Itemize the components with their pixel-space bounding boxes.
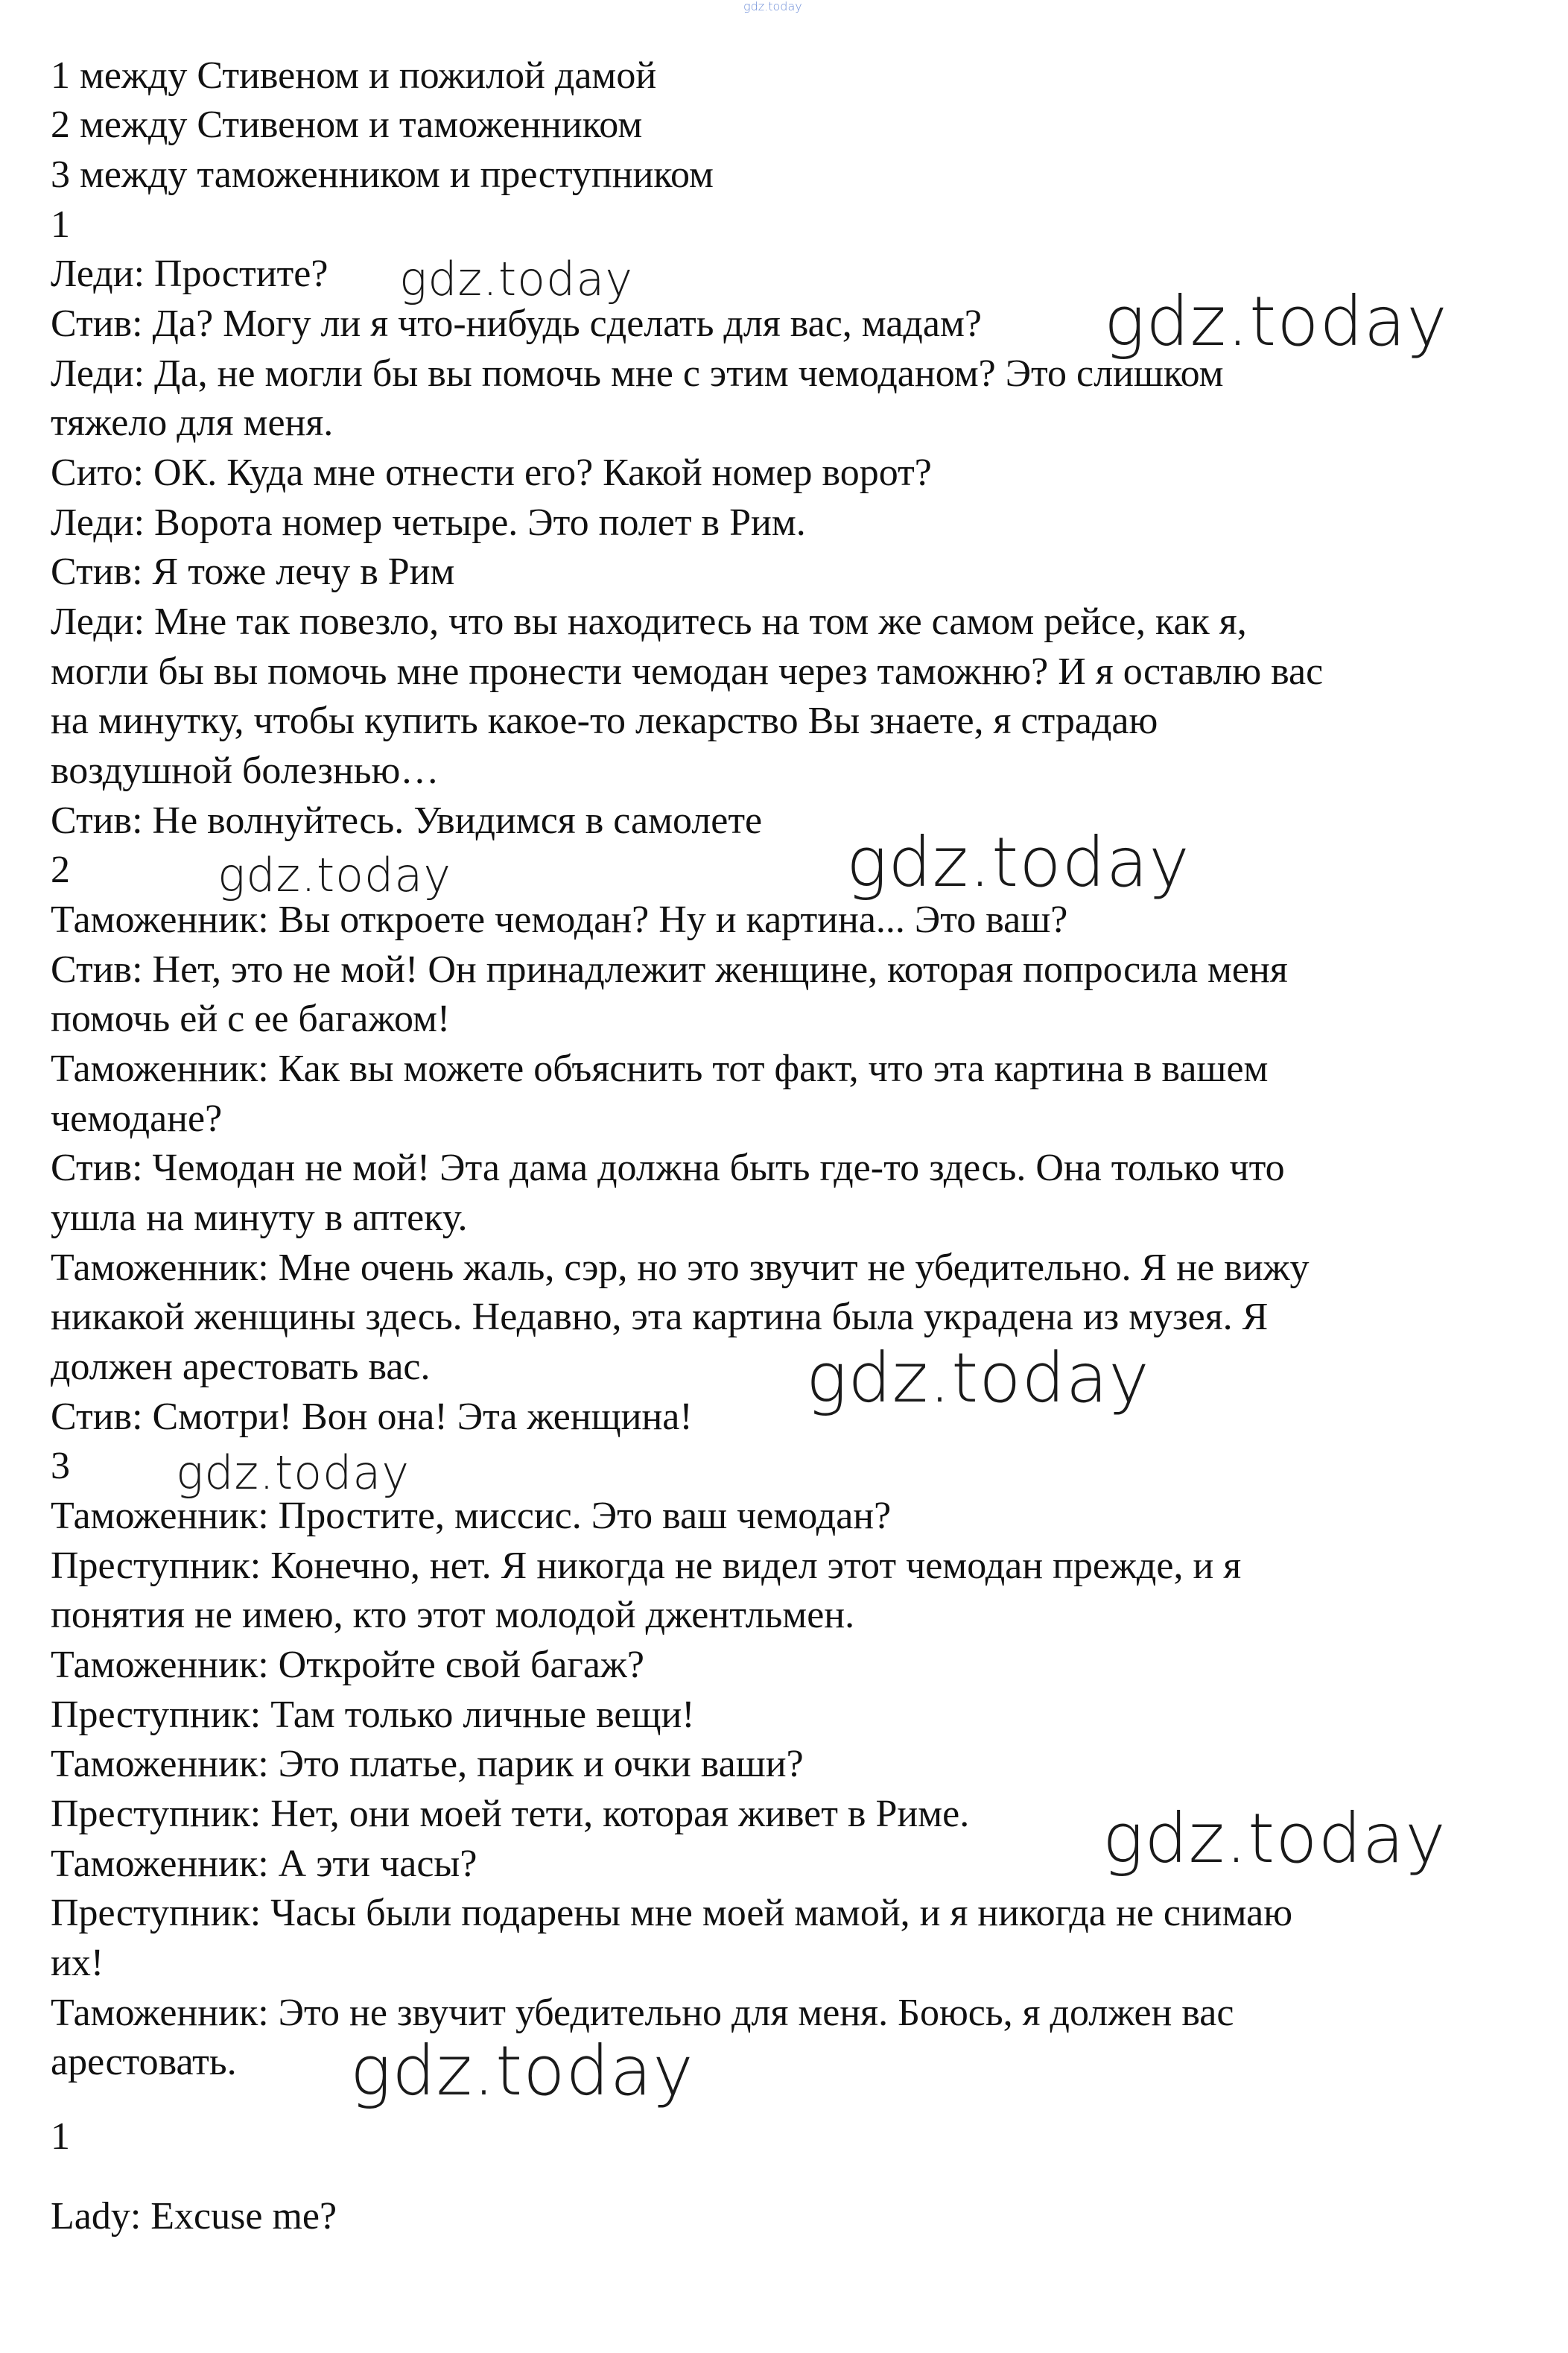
text-line: Стив: Нет, это не мой! Он принадлежит женщине, которая попросила меня bbox=[51, 949, 1288, 991]
text-line: Стив: Не волнуйтесь. Увидимся в самолете bbox=[51, 799, 763, 842]
text-line: тяжело для меня. bbox=[51, 402, 334, 444]
header-watermark: gdz.today bbox=[743, 0, 802, 13]
section-number: 3 bbox=[51, 1445, 70, 1487]
text-line: Таможенник: Это платье, парик и очки ваши? bbox=[51, 1743, 804, 1785]
watermark: gdz.today bbox=[1104, 282, 1448, 361]
text-line: Стив: Смотри! Вон она! Эта женщина! bbox=[51, 1396, 693, 1438]
text-line: на минутку, чтобы купить какое-то лекарство Вы знаете, я страдаю bbox=[51, 700, 1158, 742]
text-line: Стив: Я тоже лечу в Рим bbox=[51, 551, 455, 593]
text-line: Таможенник: Откройте свой багаж? bbox=[51, 1644, 644, 1686]
text-line: воздушной болезнью… bbox=[51, 750, 439, 792]
text-line: Преступник: Там только личные вещи! bbox=[51, 1694, 695, 1736]
text-line: Леди: Мне так повезло, что вы находитесь на том же самом рейсе, как я, bbox=[51, 601, 1247, 643]
text-line: могли бы вы помочь мне пронести чемодан через таможню? И я оставлю вас bbox=[51, 650, 1324, 693]
text-line: Леди: Да, не могли бы вы помочь мне с этим чемоданом? Это слишком bbox=[51, 352, 1224, 395]
section-number: 2 bbox=[51, 849, 70, 891]
text-line: понятия не имею, кто этот молодой джентльмен. bbox=[51, 1594, 855, 1636]
text-line: арестовать. bbox=[51, 2041, 237, 2083]
text-line: Сито: ОК. Куда мне отнести его? Какой номер ворот? bbox=[51, 452, 932, 494]
text-line: Стив: Да? Могу ли я что-нибудь сделать для вас, мадам? bbox=[51, 303, 982, 345]
text-line: Преступник: Конечно, нет. Я никогда не видел этот чемодан прежде, и я bbox=[51, 1545, 1242, 1587]
text-line: их! bbox=[51, 1942, 104, 1984]
text-line: Таможенник: Как вы можете объяснить тот факт, что эта картина в вашем bbox=[51, 1048, 1269, 1090]
text-line: 3 между таможенником и преступником bbox=[51, 153, 714, 196]
watermark: gdz.today bbox=[218, 848, 452, 902]
text-line: 1 между Стивеном и пожилой дамой bbox=[51, 54, 657, 97]
text-line: должен арестовать вас. bbox=[51, 1346, 431, 1388]
watermark: gdz.today bbox=[846, 823, 1190, 902]
section-number: 1 bbox=[51, 203, 70, 246]
text-line: Таможенник: Мне очень жаль, сэр, но это звучит не убедительно. Я не вижу bbox=[51, 1247, 1310, 1289]
text-line: ушла на минуту в аптеку. bbox=[51, 1197, 468, 1239]
text-line: Lady: Excuse me? bbox=[51, 2195, 337, 2238]
watermark: gdz.today bbox=[1102, 1799, 1447, 1878]
text-line: чемодане? bbox=[51, 1098, 223, 1140]
watermark: gdz.today bbox=[176, 1445, 410, 1500]
text-line: Стив: Чемодан не мой! Эта дама должна быть где-то здесь. Она только что bbox=[51, 1147, 1285, 1189]
watermark: gdz.today bbox=[399, 252, 634, 306]
text-line: 2 между Стивеном и таможенником bbox=[51, 104, 643, 146]
text-line: Таможенник: А эти часы? bbox=[51, 1843, 477, 1885]
text-line: помочь ей с ее багажом! bbox=[51, 998, 451, 1040]
section-number: 1 bbox=[51, 2115, 70, 2158]
text-line: Леди: Ворота номер четыре. Это полет в Рим. bbox=[51, 501, 806, 544]
text-line: никакой женщины здесь. Недавно, эта картина была украдена из музея. Я bbox=[51, 1296, 1269, 1338]
text-line: Преступник: Часы были подарены мне моей мамой, и я никогда не снимаю bbox=[51, 1892, 1293, 1934]
text-line: Таможенник: Это не звучит убедительно для меня. Боюсь, я должен вас bbox=[51, 1992, 1234, 2034]
watermark: gdz.today bbox=[350, 2031, 694, 2111]
text-line: Преступник: Нет, они моей тети, которая живет в Риме. bbox=[51, 1793, 970, 1835]
text-line: Таможенник: Вы откроете чемодан? Ну и картина... Это ваш? bbox=[51, 899, 1068, 941]
text-line: Леди: Простите? bbox=[51, 253, 328, 295]
text-line: Таможенник: Простите, миссис. Это ваш чемодан? bbox=[51, 1495, 892, 1537]
watermark: gdz.today bbox=[806, 1338, 1150, 1418]
